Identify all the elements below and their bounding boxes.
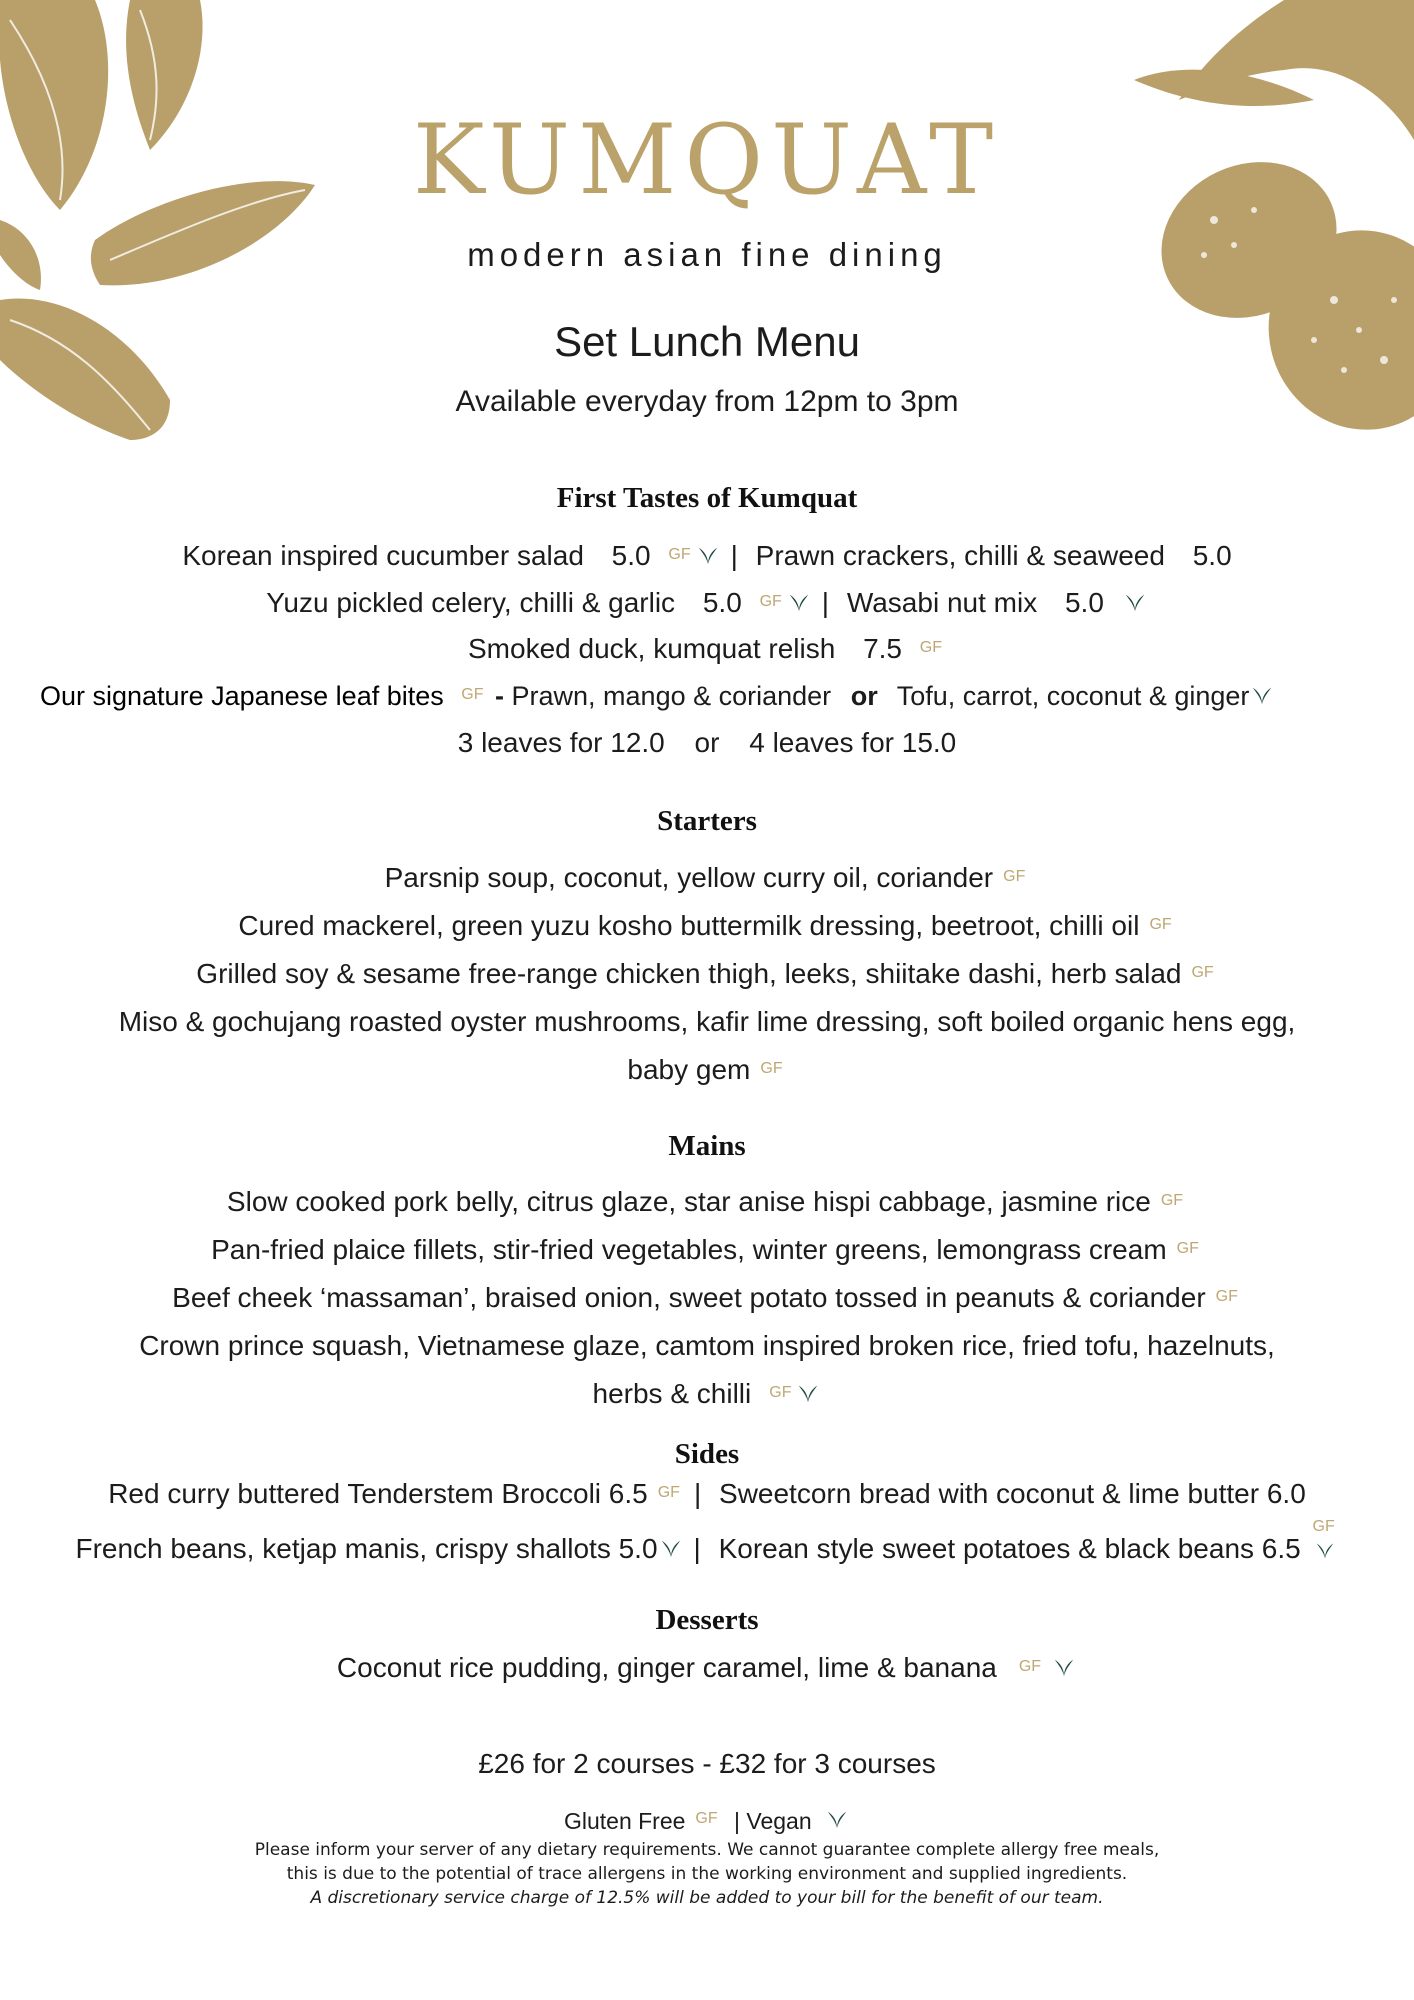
section-heading-starters: Starters [657, 805, 757, 837]
disclaimer-line-1: Please inform your server of any dietary requirements. We cannot guarantee complete allergy free meals, [254, 1840, 1160, 1860]
item-name: Miso & gochujang roasted oyster mushrooms, kafir lime dressing, soft boiled organic hens egg, [118, 1006, 1296, 1037]
gluten-free-tag: GF [1018, 1658, 1042, 1675]
item-name: Grilled soy & sesame free-range chicken thigh, leeks, shiitake dashi, herb salad [196, 958, 1182, 989]
section-heading-first-tastes: First Tastes of Kumquat [556, 482, 858, 514]
gluten-free-tag: GF [695, 1810, 718, 1827]
item-name: Smoked duck, kumquat relish [468, 633, 836, 664]
leaf-price-b: 4 leaves for 15.0 [749, 727, 957, 758]
gluten-free-tag: GF [760, 1060, 783, 1077]
menu-line-main [0, 1186, 1414, 1218]
item-price: 5.0 [1064, 587, 1104, 618]
gluten-free-tag: GF [668, 546, 691, 563]
item-name: Coconut rice pudding, ginger caramel, lime & banana [336, 1652, 997, 1683]
menu-title: Set Lunch Menu [554, 318, 860, 365]
separator: | [693, 1478, 702, 1509]
menu-line-leaf-prices [0, 727, 1414, 759]
gluten-free-tag: GF [1191, 964, 1214, 981]
gluten-free-tag: GF [1003, 868, 1026, 885]
section-heading-sides: Sides [674, 1438, 740, 1470]
gluten-free-tag: GF [657, 1484, 680, 1501]
gluten-free-tag: GF [1312, 1518, 1335, 1535]
gluten-free-tag: GF [1149, 916, 1172, 933]
dash: - [495, 681, 504, 711]
vegan-leaf-icon [697, 544, 719, 566]
dietary-legend [0, 1808, 1414, 1835]
item-name: Slow cooked pork belly, citrus glaze, star anise hispi cabbage, jasmine rice [226, 1186, 1151, 1217]
item-name: Yuzu pickled celery, chilli & garlic [266, 587, 676, 618]
menu-line-sides-2 [0, 1518, 1414, 1565]
menu-line-main [0, 1234, 1414, 1266]
vegan-leaf-icon [1124, 591, 1146, 613]
menu-line-first-tastes-2 [0, 587, 1414, 619]
separator: | [821, 587, 830, 618]
item-price: 5.0 [611, 540, 651, 571]
menu-line-starter [0, 910, 1414, 942]
vegan-leaf-icon [797, 1382, 819, 1404]
item-price: 5.0 [1192, 540, 1232, 571]
item-name: Prawn crackers, chilli & seaweed [755, 540, 1165, 571]
leaf-bites-option-2: Tofu, carrot, coconut & ginger [896, 681, 1250, 711]
vegan-leaf-icon [1053, 1656, 1075, 1678]
separator: | [693, 1533, 701, 1564]
legend-gluten-free-label: Gluten Free [563, 1808, 686, 1834]
gluten-free-tag: GF [1215, 1288, 1238, 1305]
brand-tagline: modern asian fine dining [467, 236, 947, 273]
menu-line-starter [0, 862, 1414, 894]
brand-logo: KUMQUAT [412, 104, 1002, 216]
item-price: 5.0 [702, 587, 742, 618]
gluten-free-tag: GF [1160, 1192, 1184, 1209]
item-name: Parsnip soup, coconut, yellow curry oil, coriander [384, 862, 994, 893]
item-name: Korean inspired cucumber salad [182, 540, 584, 571]
gluten-free-tag: GF [919, 639, 942, 656]
item-name: Beef cheek ‘massaman’, braised onion, sweet potato tossed in peanuts & coriander [172, 1282, 1206, 1313]
menu-line-starter [0, 958, 1414, 990]
gf-vegan-stack [1309, 1518, 1339, 1558]
item-name: Pan-fried plaice fillets, stir-fried vegetables, winter greens, lemongrass cream [211, 1234, 1167, 1265]
item-price: 7.5 [863, 633, 902, 664]
separator: | [730, 540, 738, 571]
section-heading-mains: Mains [668, 1130, 746, 1162]
menu-line-starter [0, 1006, 1414, 1038]
item-name: Cured mackerel, green yuzu kosho buttermilk dressing, beetroot, chilli oil [238, 910, 1140, 941]
leaf-price-a: 3 leaves for 12.0 [457, 727, 665, 758]
vegan-leaf-icon [826, 1808, 848, 1830]
leaf-illustration [0, 0, 330, 450]
gluten-free-tag: GF [769, 1384, 792, 1401]
set-menu-pricing: £26 for 2 courses - £32 for 3 courses [478, 1748, 936, 1779]
legend-vegan-label: | Vegan [734, 1808, 812, 1834]
leaf-bites-option-1: Prawn, mango & coriander [511, 681, 832, 711]
section-heading-desserts: Desserts [655, 1604, 759, 1636]
gluten-free-tag: GF [759, 593, 782, 610]
kumquat-illustration [1084, 0, 1414, 450]
item-name: French beans, ketjap manis, crispy shallots 5.0 [75, 1533, 658, 1564]
gluten-free-tag: GF [461, 686, 484, 703]
or-word: or [694, 727, 720, 758]
menu-line-dessert [0, 1652, 1414, 1684]
menu-line-first-tastes-1 [0, 540, 1414, 572]
or-word: or [850, 681, 878, 711]
menu-line-leaf-bites [40, 681, 1410, 712]
menu-line-main [0, 1330, 1414, 1362]
menu-line-starter [0, 1054, 1414, 1086]
gluten-free-tag: GF [1176, 1240, 1199, 1257]
item-name: Korean style sweet potatoes & black beans 6.5 [718, 1533, 1301, 1564]
menu-line-first-tastes-3 [0, 633, 1414, 665]
menu-line-main [0, 1282, 1414, 1314]
item-name: Wasabi nut mix [846, 587, 1038, 618]
disclaimer-line-2: this is due to the potential of trace allergens in the working environment and supplied ingredients. [286, 1864, 1128, 1884]
vegan-leaf-icon [1251, 684, 1273, 706]
vegan-leaf-icon [1315, 1540, 1335, 1560]
item-name: Red curry buttered Tenderstem Broccoli 6.5 [108, 1478, 648, 1509]
availability-text: Available everyday from 12pm to 3pm [455, 385, 959, 418]
menu-line-main [0, 1378, 1414, 1410]
vegan-leaf-icon [788, 591, 810, 613]
item-name: baby gem [627, 1054, 751, 1085]
item-name: Sweetcorn bread with coconut & lime butter 6.0 [719, 1478, 1306, 1509]
item-name: Crown prince squash, Vietnamese glaze, camtom inspired broken rice, fried tofu, hazelnuts, [139, 1330, 1275, 1361]
item-name: herbs & chilli [592, 1378, 752, 1409]
menu-line-sides-1 [0, 1478, 1414, 1510]
leaf-bites-title: Our signature Japanese leaf bites [40, 681, 444, 711]
service-charge-note: A discretionary service charge of 12.5% will be added to your bill for the benefit of our team. [310, 1888, 1104, 1908]
vegan-leaf-icon [660, 1537, 682, 1559]
